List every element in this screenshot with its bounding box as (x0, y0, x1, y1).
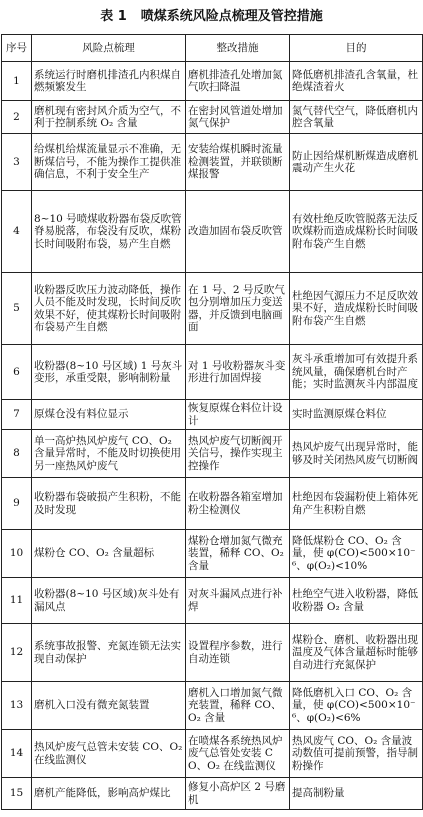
cell-goal: 有效杜绝反吹管脱落无法反吹煤粉而造成煤粉长时间吸附布袋产生自燃 (290, 191, 423, 273)
table-row (2, 134, 423, 191)
cell-measure: 设置程序参数，进行自动连锁 (186, 624, 290, 682)
table-row (2, 430, 423, 478)
table-row (2, 62, 423, 101)
table-number: 表 1 (100, 9, 127, 24)
cell-measure: 修复小高炉区 2 号磨机 (186, 778, 290, 810)
cell-goal: 降低磨机入口 CO、O₂ 含量，使 φ(CO)<500×10⁻⁶、φ(O₂)<6% (290, 682, 423, 730)
table-row (2, 478, 423, 530)
table-row (2, 578, 423, 624)
cell-risk: 单一高炉热风炉废气 CO、O₂ 含量异常时，不能及时切换使用另一座热风炉废气 (32, 430, 186, 478)
table-row (2, 624, 423, 682)
table-row (2, 400, 423, 430)
cell-seq: 10 (2, 530, 32, 578)
header-measure: 整改措施 (186, 35, 290, 62)
cell-measure: 磨机排渣孔处增加氮气吹扫降温 (186, 62, 290, 101)
cell-seq: 7 (2, 400, 32, 430)
cell-seq: 14 (2, 730, 32, 778)
cell-seq: 9 (2, 478, 32, 530)
cell-measure: 改造加固布袋反吹管 (186, 191, 290, 273)
cell-measure: 在喷煤各系统热风炉废气总管处安装 CO、O₂ 在线监测仪 (186, 730, 290, 778)
cell-risk: 原煤仓没有料位显示 (32, 400, 186, 430)
cell-seq: 5 (2, 273, 32, 345)
cell-measure: 在 1 号、2 号反吹气包分别增加压力变送器，并反馈到电脑画面 (186, 273, 290, 345)
cell-seq: 12 (2, 624, 32, 682)
cell-seq: 8 (2, 430, 32, 478)
table-header-row (2, 35, 423, 62)
cell-measure: 在密封风管道处增加氮气保护 (186, 101, 290, 134)
cell-risk: 磨机入口没有微充氮装置 (32, 682, 186, 730)
cell-risk: 磨机产能降低，影响高炉煤比 (32, 778, 186, 810)
table-row (2, 273, 423, 345)
cell-risk: 给煤机给煤流量显示不准确，无断煤信号，不能为操作工提供准确信息，不利于安全生产 (32, 134, 186, 191)
table-row (2, 191, 423, 273)
cell-seq: 13 (2, 682, 32, 730)
table-row (2, 778, 423, 810)
cell-seq: 1 (2, 62, 32, 101)
table-row (2, 730, 423, 778)
cell-risk: 热风炉废气总管未安装 CO、O₂ 在线监测仪 (32, 730, 186, 778)
table-title: 喷煤系统风险点梳理及管控措施 (140, 9, 323, 24)
header-seq: 序号 (2, 35, 32, 62)
header-goal: 目的 (290, 35, 423, 62)
cell-seq: 4 (2, 191, 32, 273)
cell-goal: 防止因给煤机断煤造成磨机震动产生火花 (290, 134, 423, 191)
cell-goal: 热风废气 CO、O₂ 含量波动数值可提前预警，指导制粉操作 (290, 730, 423, 778)
cell-seq: 3 (2, 134, 32, 191)
cell-risk: 系统运行时磨机排渣孔内积煤自燃频繁发生 (32, 62, 186, 101)
cell-goal: 杜绝因布袋漏粉使上箱体死角产生积粉自燃 (290, 478, 423, 530)
cell-goal: 实时监测原煤仓料位 (290, 400, 423, 430)
cell-risk: 系统事故报警、充氮连锁无法实现自动保护 (32, 624, 186, 682)
cell-seq: 6 (2, 345, 32, 400)
cell-goal: 杜绝空气进入收粉器，降低收粉器 O₂ 含量 (290, 578, 423, 624)
table-row (2, 682, 423, 730)
cell-risk: 收粉器(8~10 号区域)灰斗处有漏风点 (32, 578, 186, 624)
table-row (2, 101, 423, 134)
cell-risk: 收粉器反吹压力波动降低，操作人员不能及时发现，长时间反吹效果不好，使其煤粉长时间吸附布袋易产生自燃 (32, 273, 186, 345)
cell-measure: 安装给煤机瞬时流量检测装置，并联锁断煤报警 (186, 134, 290, 191)
cell-risk: 煤粉仓 CO、O₂ 含量超标 (32, 530, 186, 578)
cell-measure: 热风炉废气切断阀开关信号，操作实现主控操作 (186, 430, 290, 478)
cell-goal: 提高制粉量 (290, 778, 423, 810)
cell-goal: 热风炉废气出现异常时，能够及时关闭热风废气切断阀 (290, 430, 423, 478)
cell-goal: 灰斗承重增加可有效提升系统风量，确保磨机台时产能；实时监测灰斗内部温度 (290, 345, 423, 400)
cell-risk: 磨机现有密封风介质为空气，不利于控制系统 O₂ 含量 (32, 101, 186, 134)
cell-measure: 对灰斗漏风点进行补焊 (186, 578, 290, 624)
cell-risk: 收粉器(8~10 号区域) 1 号灰斗变形，承重受限，影响制粉量 (32, 345, 186, 400)
cell-seq: 2 (2, 101, 32, 134)
cell-measure: 磨机入口增加氮气微充装置，稀释 CO、O₂ 含量 (186, 682, 290, 730)
cell-goal: 降低磨机排渣孔含氧量，杜绝煤渣着火 (290, 62, 423, 101)
cell-risk: 收粉器布袋破损产生积粉，不能及时发现 (32, 478, 186, 530)
cell-measure: 在收粉器各箱室增加粉尘检测仪 (186, 478, 290, 530)
cell-measure: 恢复原煤仓料位计设计 (186, 400, 290, 430)
table-row (2, 530, 423, 578)
cell-measure: 煤粉仓增加氮气微充装置，稀释 CO、O₂ 含量 (186, 530, 290, 578)
cell-seq: 15 (2, 778, 32, 810)
table-caption (0, 4, 423, 30)
cell-goal: 氮气替代空气，降低磨机内腔含氧量 (290, 101, 423, 134)
table-row (2, 345, 423, 400)
cell-measure: 对 1 号收粉器灰斗变形进行加固焊接 (186, 345, 290, 400)
cell-goal: 煤粉仓、磨机、收粉器出现温度及气体含量超标时能够自动进行充氮保护 (290, 624, 423, 682)
cell-goal: 降低煤粉仓 CO、O₂ 含量，使 φ(CO)<500×10⁻⁶、φ(O₂)<10% (290, 530, 423, 578)
header-risk: 风险点梳理 (32, 35, 186, 62)
cell-seq: 11 (2, 578, 32, 624)
cell-goal: 杜绝因气源压力不足反吹效果不好，造成煤粉长时间吸附布袋产生自燃 (290, 273, 423, 345)
risk-control-table (1, 34, 423, 810)
cell-risk: 8~10 号喷煤收粉器布袋反吹管脊易脱落，布袋没有反吹，煤粉长时间吸附布袋，易产生自燃 (32, 191, 186, 273)
